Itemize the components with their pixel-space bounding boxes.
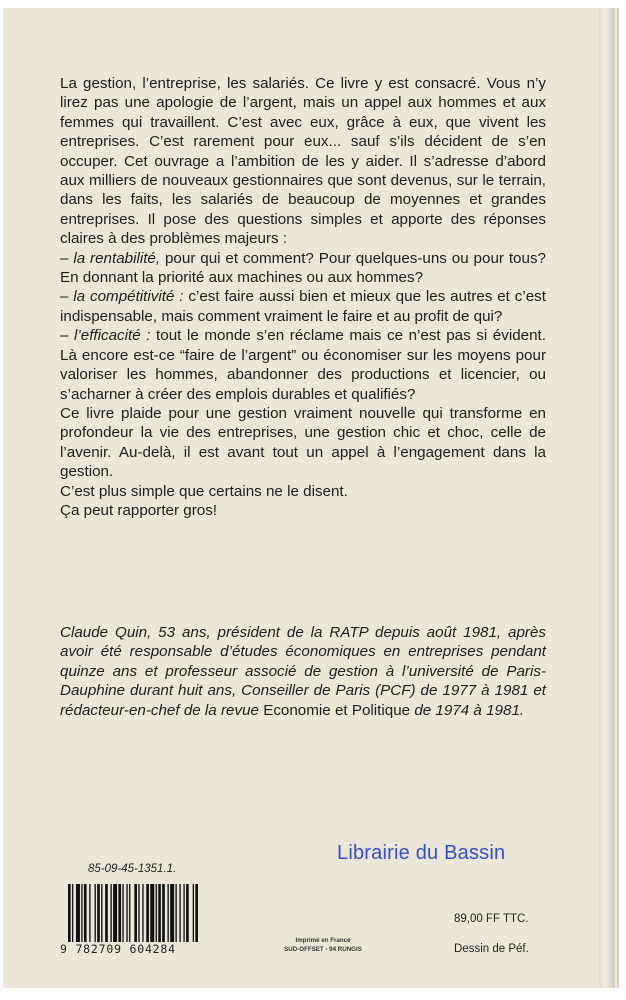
barcode-bar	[105, 884, 108, 946]
barcode-bar	[186, 884, 189, 946]
blurb-paragraph: C’est plus simple que certains ne le disent.	[60, 482, 348, 500]
blurb-paragraph: – la compétitivité : c’est faire aussi bien et mieux que les autres et c’est indispensable, mais comment vraiment le faire et au profit de qui?	[60, 288, 546, 325]
printer-info: Imprimé en France SUD-OFFSET - 94 RUNGIS	[284, 937, 362, 953]
barcode-bar	[156, 884, 157, 946]
page-edge	[599, 8, 613, 988]
barcode-bar	[113, 884, 117, 946]
barcode-bar	[138, 884, 139, 946]
barcode-bar	[134, 884, 137, 946]
barcode-bar	[158, 884, 161, 946]
barcode-bar	[72, 884, 73, 946]
blurb-paragraph: La gestion, l’entreprise, les salariés. Ce livre y est consacré. Vous n’y lirez pas une apologie de l’argent, mais un appel aux hommes et aux femmes qui travaillent. C’est avec eux, grâce à eux, que vivent les entreprises. C’est rarement pour eux... sauf s’ils décident de s’en occuper. Cet ouvrage a l’ambition de les y aider. Il s’adresse d’abord aux milliers de nouveaux gestionnaires que sont devenus, sur le terrain, dans les faits, les salariés de beaucoup de moyennes et grandes entreprises. Il pose des questions simples et apporte des réponses claires à des problèmes majeurs :	[60, 75, 546, 248]
barcode-bar	[81, 884, 82, 946]
illustration-credit: Dessin de Péf.	[454, 943, 529, 955]
barcode-bar	[68, 884, 71, 946]
barcode-bar	[84, 884, 87, 946]
barcode-bar	[129, 884, 130, 946]
blurb-paragraph: – la rentabilité, pour qui et comment? Pour quelques-uns ou pour tous? En donnant la priorité aux machines ou aux hommes?	[60, 249, 546, 287]
barcode-bars	[68, 884, 198, 946]
barcode-bar	[76, 884, 80, 946]
blurb-paragraph: Ce livre plaide pour une gestion vraiment nouvelle qui transforme en profondeur la vie des entreprises, une gestion chic et choc, celle de l’avenir. Au-delà, il est avant tout un appel à l’engagement dans la gestion.	[60, 404, 546, 481]
barcode-bar	[146, 884, 149, 946]
barcode-bar	[150, 884, 154, 946]
barcode-bar	[95, 884, 96, 946]
barcode-bar	[162, 884, 165, 946]
barcode-bar	[175, 884, 176, 946]
barcode-bar	[183, 884, 184, 946]
barcode-bar	[170, 884, 174, 946]
barcode	[60, 884, 202, 958]
barcode-bar	[142, 884, 143, 946]
blurb-text	[60, 74, 546, 520]
barcode-bar	[179, 884, 180, 946]
barcode-bar	[101, 884, 102, 946]
isbn-code: 85-09-45-1351.1.	[88, 863, 177, 875]
price: 89,00 FF TTC.	[454, 913, 529, 925]
blurb-paragraph: Ça peut rapporter gros!	[60, 501, 218, 519]
barcode-bar	[110, 884, 111, 946]
barcode-bar	[122, 884, 123, 946]
barcode-bar	[193, 884, 194, 946]
barcode-bar	[126, 884, 127, 946]
barcode-bar	[195, 884, 198, 946]
bookseller-label: Librairie du Bassin	[337, 842, 506, 864]
barcode-bar	[167, 884, 168, 946]
author-bio: Claude Quin, 53 ans, président de la RATP depuis août 1981, après avoir été responsable d’études économiques en entreprises pendant quinze ans et professeur associé de gestion à l’université de Paris-Dauphine durant huit ans, Conseiller de Paris (PCF) de 1977 à 1981 et rédacteur-en-chef de la revue Economie et Politique de 1974 à 1981.	[60, 624, 546, 719]
barcode-bar	[89, 884, 90, 946]
barcode-bar	[118, 884, 121, 946]
barcode-number: 9 782709 604284	[60, 942, 202, 956]
barcode-bar	[97, 884, 100, 946]
journal-title: Economie et Politique	[263, 701, 411, 719]
blurb-paragraph: – l’efficacité : tout le monde s’en réclame mais ce n’est pas si évident. Là encore est-ce “faire de l’argent” ou économiser sur les moyens pour valoriser les hommes, abandonner des productions et licencier, ou s’acharner à créer des emplois durables et qualifiés?	[60, 327, 546, 403]
